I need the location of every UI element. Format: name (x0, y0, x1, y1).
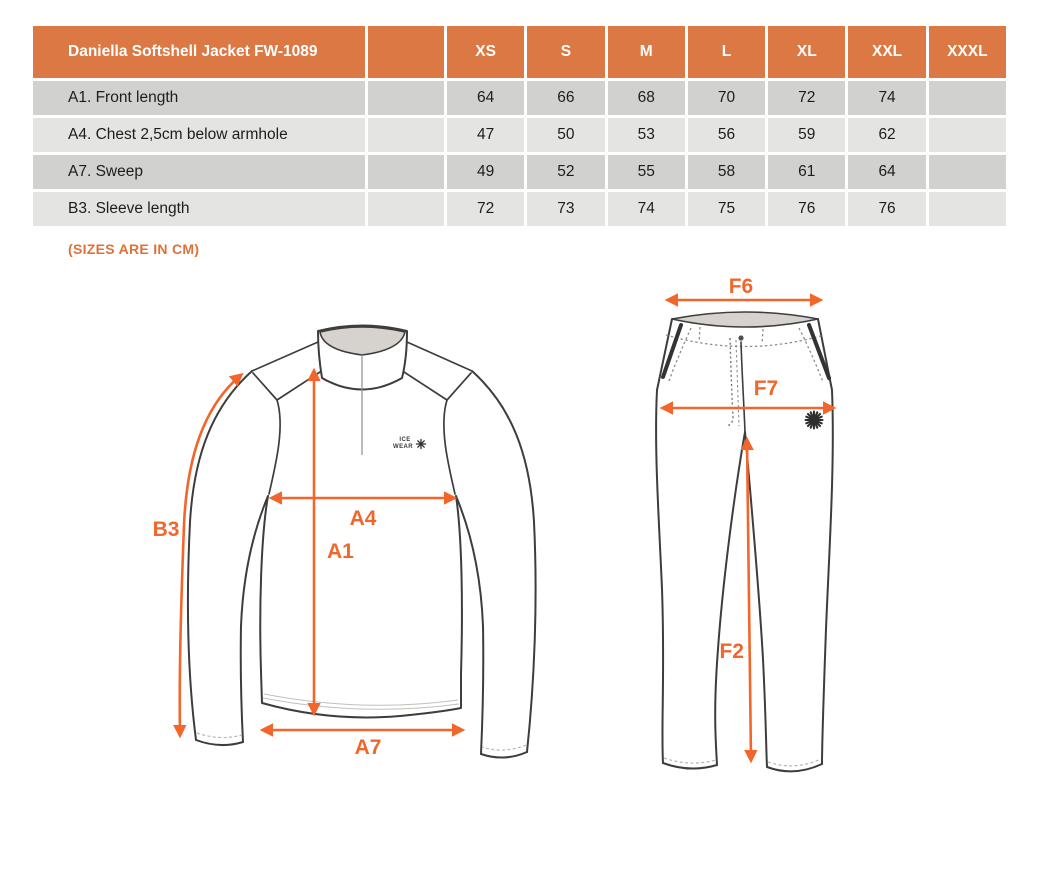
size-value-cell: 66 (527, 81, 604, 115)
size-value-cell: 58 (688, 155, 765, 189)
f7-label: F7 (753, 377, 779, 400)
size-value-cell: 76 (848, 192, 925, 226)
svg-text:WEAR: WEAR (393, 444, 413, 450)
row-spacer-cell (368, 81, 444, 115)
size-value-cell (929, 81, 1006, 115)
table-title: Daniella Softshell Jacket FW-1089 (33, 26, 365, 78)
size-header-xs: XS (447, 26, 524, 78)
size-value-cell: 53 (608, 118, 685, 152)
size-value-cell: 64 (848, 155, 925, 189)
f2-label: F2 (719, 640, 744, 663)
size-value-cell: 64 (447, 81, 524, 115)
jacket-right-sleeve (472, 371, 536, 752)
row-spacer-cell (368, 155, 444, 189)
size-header-m: M (608, 26, 685, 78)
size-header-xxxl: XXXL (929, 26, 1006, 78)
size-table (33, 26, 1006, 226)
header-spacer-cell (368, 26, 444, 78)
size-value-cell: 68 (608, 81, 685, 115)
a1-label: A1 (327, 540, 354, 563)
pants-right-leg (822, 390, 833, 764)
a7-label: A7 (354, 736, 382, 759)
pants-waistband (672, 312, 818, 327)
size-value-cell: 56 (688, 118, 765, 152)
size-value-cell: 70 (688, 81, 765, 115)
size-value-cell: 72 (768, 81, 845, 115)
b3-label: B3 (152, 518, 180, 541)
size-value-cell: 74 (848, 81, 925, 115)
size-value-cell: 74 (608, 192, 685, 226)
size-value-cell: 72 (447, 192, 524, 226)
size-header-s: S (527, 26, 604, 78)
row-spacer-cell (368, 118, 444, 152)
f6-label: F6 (728, 275, 754, 298)
fly-stitching (726, 338, 733, 426)
measurement-row-label: A1. Front length (33, 81, 365, 115)
size-value-cell: 47 (447, 118, 524, 152)
size-value-cell: 62 (848, 118, 925, 152)
size-value-cell: 52 (527, 155, 604, 189)
size-value-cell (929, 192, 1006, 226)
measurement-row-label: A7. Sweep (33, 155, 365, 189)
size-value-cell: 49 (447, 155, 524, 189)
size-value-cell: 61 (768, 155, 845, 189)
size-value-cell: 75 (688, 192, 765, 226)
size-value-cell: 73 (527, 192, 604, 226)
size-header-l: L (688, 26, 765, 78)
size-value-cell (929, 118, 1006, 152)
a4-label: A4 (349, 507, 377, 530)
garment-diagrams (0, 274, 1039, 894)
svg-text:ICE: ICE (399, 437, 411, 443)
row-spacer-cell (368, 192, 444, 226)
icewear-logo (393, 437, 425, 450)
size-value-cell: 59 (768, 118, 845, 152)
pants-diagram (656, 275, 833, 771)
jacket-left-sleeve (188, 371, 252, 740)
size-value-cell: 76 (768, 192, 845, 226)
right-pocket (809, 325, 829, 378)
size-value-cell (929, 155, 1006, 189)
snowflake-icon (417, 440, 426, 449)
size-header-xl: XL (768, 26, 845, 78)
pants-left-leg (656, 390, 663, 763)
size-header-xxl: XXL (848, 26, 925, 78)
measurement-row-label: B3. Sleeve length (33, 192, 365, 226)
waist-button (738, 335, 743, 340)
sizes-note: (SIZES ARE IN CM) (68, 241, 200, 257)
measurement-row-label: A4. Chest 2,5cm below armhole (33, 118, 365, 152)
jacket-diagram (153, 326, 536, 760)
size-value-cell: 55 (608, 155, 685, 189)
snowflake-logo (806, 412, 823, 429)
size-value-cell: 50 (527, 118, 604, 152)
